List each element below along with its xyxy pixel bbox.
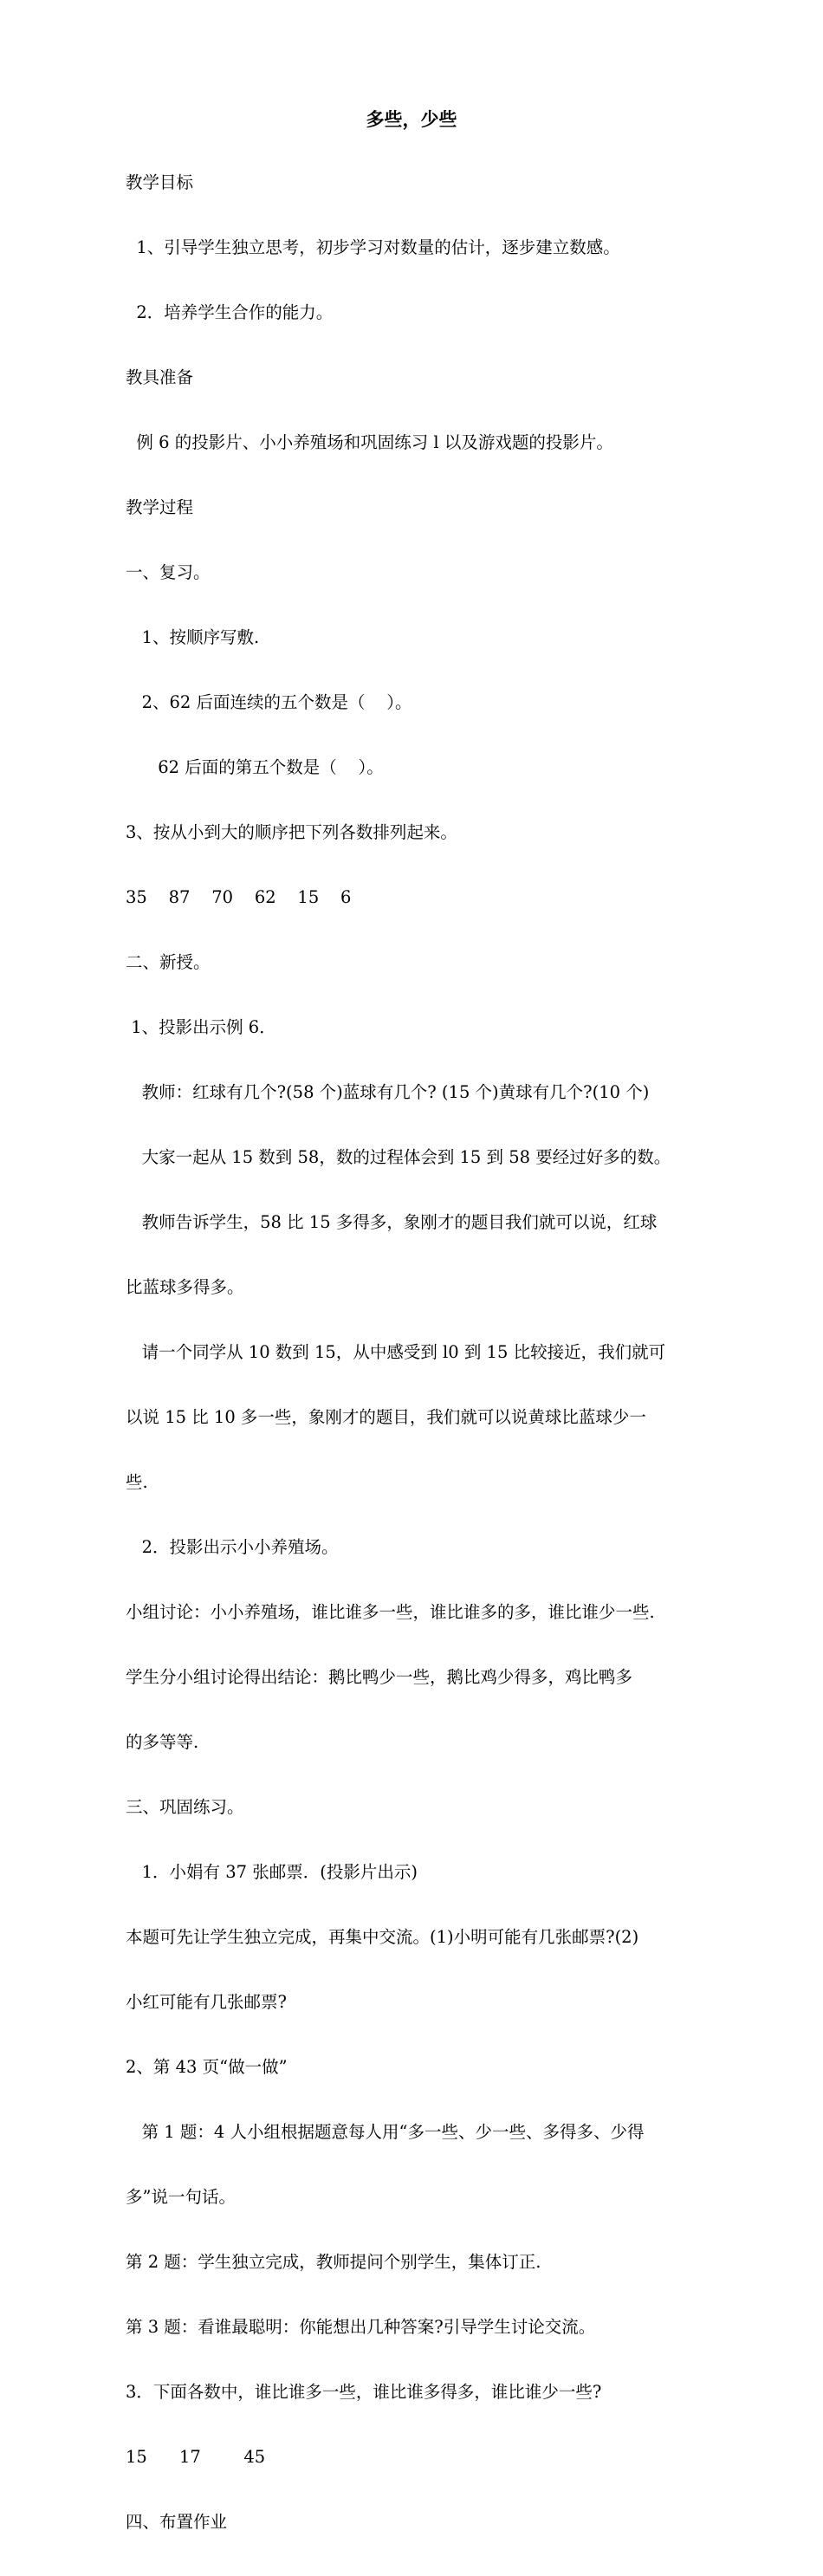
text-line: 62 后面的第五个数是（ ）。: [126, 757, 384, 777]
text-line: 1、引导学生独立思考，初步学习对数量的估计，逐步建立数感。: [126, 237, 620, 257]
text-line: 小红可能有几张邮票?: [126, 1992, 287, 2012]
text-line: 些.: [126, 1472, 148, 1492]
text-line: 2、第 43 页“做一做”: [126, 2057, 288, 2077]
text-line: 1、投影出示例 6．: [126, 1017, 276, 1037]
text-line: 一、复习。: [126, 562, 211, 582]
text-line: 教学过程: [126, 497, 194, 517]
text-line: 15 17 45: [126, 2447, 266, 2467]
text-line: 教具准备: [126, 367, 194, 387]
text-line: 2．投影出示小小养殖场。: [126, 1537, 339, 1557]
text-line: 大家一起从 15 数到 58，数的过程体会到 15 到 58 要经过好多的数。: [126, 1147, 671, 1167]
text-line: 3．下面各数中，谁比谁多一些，谁比谁多得多，谁比谁少一些?: [126, 2382, 602, 2402]
text-line: 教师告诉学生，58 比 15 多得多，象刚才的题目我们就可以说，红球: [126, 1212, 658, 1232]
text-line: 四、布置作业: [126, 2512, 228, 2532]
document-body: [126, 128, 715, 2576]
text-line: 第 3 题：看谁最聪明：你能想出几种答案?引导学生讨论交流。: [126, 2317, 596, 2337]
text-line: 3、按从小到大的顺序把下列各数排列起来。: [126, 822, 457, 842]
text-line: 的多等等.: [126, 1732, 199, 1752]
text-line: 例 6 的投影片、小小养殖场和巩固练习 l 以及游戏题的投影片。: [126, 432, 613, 452]
text-line: 1、按顺序写敷.: [126, 627, 260, 647]
text-line: 2、62 后面连续的五个数是（ ）。: [126, 692, 412, 712]
text-line: 学生分小组讨论得出结论：鹅比鸭少一些，鹅比鸡少得多，鸡比鸭多: [126, 1667, 633, 1687]
text-line: 请一个同学从 10 数到 15，从中感受到 l0 到 15 比较接近，我们就可: [126, 1342, 666, 1362]
text-line: 1．小娟有 37 张邮票．(投影片出示): [126, 1862, 418, 1882]
text-line: 第 2 题：学生独立完成，教师提问个别学生，集体订正.: [126, 2252, 541, 2272]
text-line: 多”说一句话。: [126, 2187, 236, 2207]
text-line: 2．培养学生合作的能力。: [126, 302, 334, 322]
text-line: 教师：红球有几个?(58 个)蓝球有几个? (15 个)黄球有几个?(10 个): [126, 1082, 650, 1102]
text-line: 二、新授。: [126, 952, 211, 972]
text-line: 本题可先让学生独立完成，再集中交流。(1)小明可能有几张邮票?(2): [126, 1927, 639, 1947]
text-line: 比蓝球多得多。: [126, 1277, 244, 1297]
document-title: 多些，少些: [366, 108, 457, 130]
text-line: 第 1 题：4 人小组根据题意每人用“多一些、少一些、多得多、少得: [126, 2122, 645, 2142]
text-line: 教学目标: [126, 172, 194, 192]
text-line: 三、巩固练习。: [126, 1797, 244, 1817]
text-line: 35 87 70 62 15 6: [126, 887, 352, 907]
text-line: 小组讨论：小小养殖场，谁比谁多一些，谁比谁多的多，谁比谁少一些.: [126, 1602, 655, 1622]
text-line: 以说 15 比 10 多一些，象刚才的题目，我们就可以说黄球比蓝球少一: [126, 1407, 646, 1427]
